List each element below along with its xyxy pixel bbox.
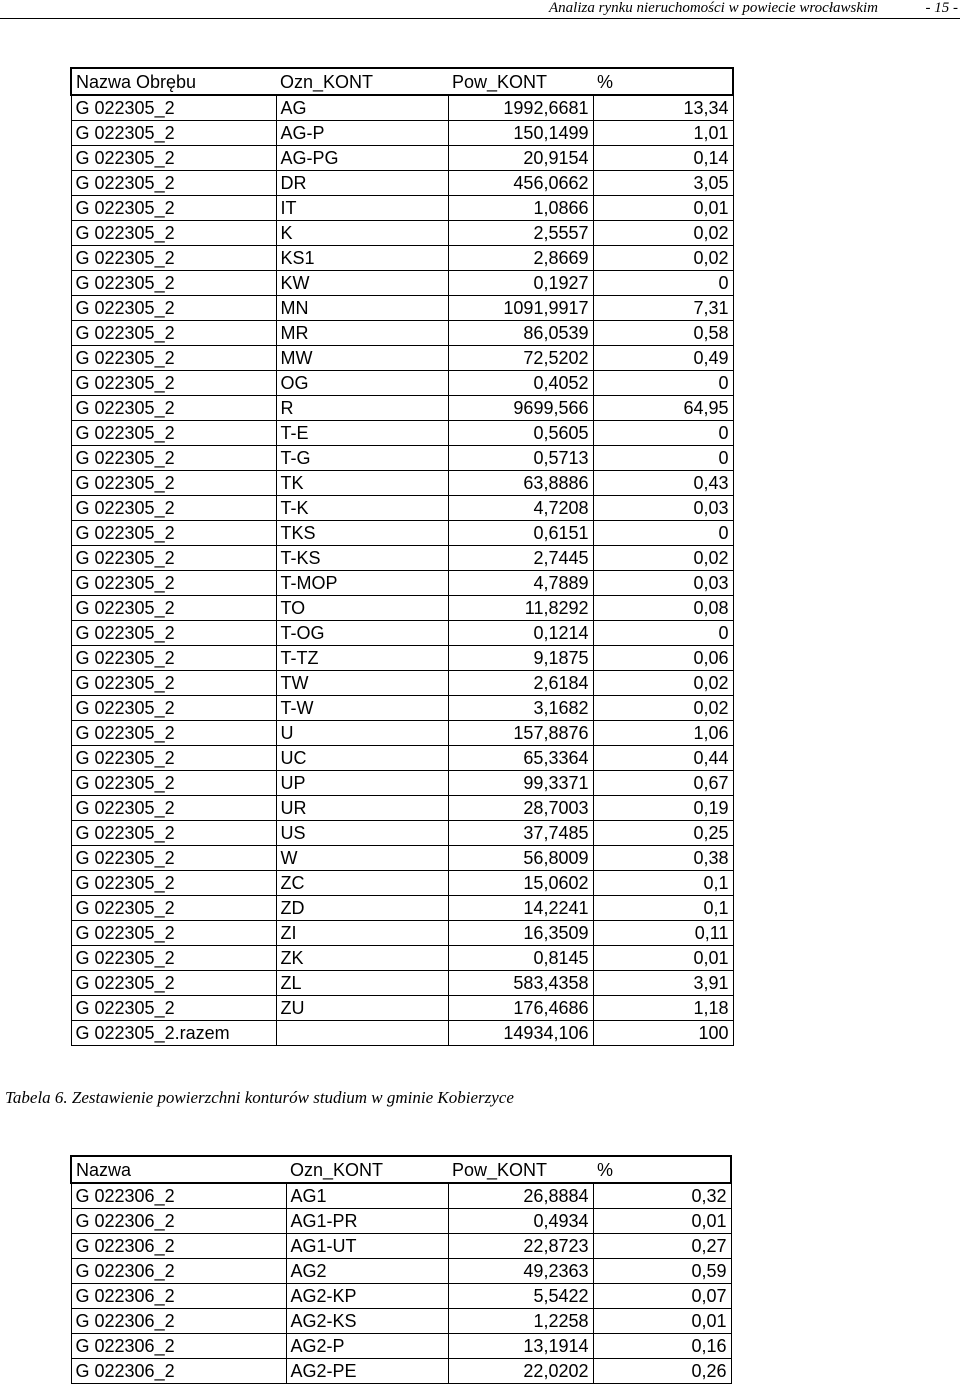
page-number: - 15 -	[925, 0, 958, 16]
document-title: Analiza rynku nieruchomości w powiecie wrocławskim	[549, 0, 878, 16]
table-cell: 63,8886	[448, 471, 593, 496]
table-cell: 26,8884	[448, 1183, 593, 1209]
table-cell: AG2-P	[286, 1334, 448, 1359]
table-cell: 0,07	[593, 1284, 731, 1309]
table-cell: G 022306_2	[71, 1209, 286, 1234]
table-cell: G 022305_2	[71, 546, 276, 571]
table-cell: 0	[593, 271, 733, 296]
table-row	[71, 1284, 731, 1309]
table-cell: 0,01	[593, 1309, 731, 1334]
table-cell: KW	[276, 271, 448, 296]
table-cell: 1,18	[593, 996, 733, 1021]
table-row	[71, 846, 733, 871]
table-row	[71, 721, 733, 746]
table-cell: AG2-KP	[286, 1284, 448, 1309]
table-row	[71, 171, 733, 196]
table-cell: G 022305_2	[71, 246, 276, 271]
table-cell: G 022305_2.razem	[71, 1021, 276, 1046]
table-cell: G 022305_2	[71, 221, 276, 246]
table-header-row	[71, 68, 733, 95]
table-cell: 0,32	[593, 1183, 731, 1209]
table-cell: G 022306_2	[71, 1309, 286, 1334]
table-cell: 0,11	[593, 921, 733, 946]
table-cell: G 022305_2	[71, 396, 276, 421]
table-cell: AG1	[286, 1183, 448, 1209]
table-row	[71, 1234, 731, 1259]
table-cell: 4,7208	[448, 496, 593, 521]
table-cell: 2,5557	[448, 221, 593, 246]
table-cell: G 022305_2	[71, 596, 276, 621]
table-cell: 456,0662	[448, 171, 593, 196]
table-cell: UC	[276, 746, 448, 771]
table-cell: 22,8723	[448, 1234, 593, 1259]
table-cell: US	[276, 821, 448, 846]
table-row	[71, 1259, 731, 1284]
table-cell: MR	[276, 321, 448, 346]
table-row	[71, 646, 733, 671]
table-cell: 37,7485	[448, 821, 593, 846]
table-cell: G 022305_2	[71, 646, 276, 671]
table-cell: 0,5713	[448, 446, 593, 471]
table-cell: G 022305_2	[71, 271, 276, 296]
table-cell: 0	[593, 521, 733, 546]
table-row	[71, 571, 733, 596]
table-row	[71, 671, 733, 696]
table-cell: 0,8145	[448, 946, 593, 971]
table-cell: 0,25	[593, 821, 733, 846]
table-cell: 64,95	[593, 396, 733, 421]
table-cell: 0,03	[593, 496, 733, 521]
table-cell: G 022305_2	[71, 821, 276, 846]
table-row	[71, 496, 733, 521]
table-row	[71, 346, 733, 371]
table-cell: G 022305_2	[71, 971, 276, 996]
table-row	[71, 246, 733, 271]
table-row	[71, 271, 733, 296]
table-cell: 0,59	[593, 1259, 731, 1284]
table-cell: 0,02	[593, 696, 733, 721]
table-cell: 3,05	[593, 171, 733, 196]
table-header-row	[71, 1156, 731, 1183]
table-cell: 2,8669	[448, 246, 593, 271]
table-cell: 20,9154	[448, 146, 593, 171]
table-cell: 0,49	[593, 346, 733, 371]
table-cell: G 022305_2	[71, 446, 276, 471]
table-cell: AG1-UT	[286, 1234, 448, 1259]
table-cell: 4,7889	[448, 571, 593, 596]
table-cell: G 022305_2	[71, 296, 276, 321]
table-cell: AG-P	[276, 121, 448, 146]
table-cell: 1,0866	[448, 196, 593, 221]
column-header: Pow_KONT	[452, 1159, 548, 1180]
table-row	[71, 196, 733, 221]
table-row	[71, 996, 733, 1021]
table-row	[71, 446, 733, 471]
table-cell: ZC	[276, 871, 448, 896]
table-cell: T-G	[276, 446, 448, 471]
table-cell: G 022305_2	[71, 196, 276, 221]
column-header: %	[597, 71, 614, 92]
column-header: Nazwa	[76, 1159, 132, 1180]
table-cell: 0,1927	[448, 271, 593, 296]
table-cell: DR	[276, 171, 448, 196]
table-cell: G 022305_2	[71, 521, 276, 546]
table-cell: G 022305_2	[71, 871, 276, 896]
table-cell: U	[276, 721, 448, 746]
table-cell: 11,8292	[448, 596, 593, 621]
column-header: Ozn_KONT	[280, 71, 374, 92]
table-cell: 65,3364	[448, 746, 593, 771]
table-row	[71, 1183, 731, 1209]
table-cell: AG2	[286, 1259, 448, 1284]
table-cell: MW	[276, 346, 448, 371]
column-header: %	[597, 1159, 614, 1180]
table-cell: TO	[276, 596, 448, 621]
table-cell: 86,0539	[448, 321, 593, 346]
table-cell: G 022305_2	[71, 171, 276, 196]
table-cell: 56,8009	[448, 846, 593, 871]
column-header: Ozn_KONT	[290, 1159, 384, 1180]
table-cell: 0,02	[593, 221, 733, 246]
table-cell: 157,8876	[448, 721, 593, 746]
table-cell: 0,67	[593, 771, 733, 796]
table-row	[71, 971, 733, 996]
table-row	[71, 371, 733, 396]
table-cell: T-W	[276, 696, 448, 721]
table-cell: 0,1	[593, 896, 733, 921]
table-cell: 9699,566	[448, 396, 593, 421]
table-row	[71, 696, 733, 721]
table-cell: 0,58	[593, 321, 733, 346]
table-cell: T-E	[276, 421, 448, 446]
table-row	[71, 146, 733, 171]
table-cell: W	[276, 846, 448, 871]
table-cell: 1091,9917	[448, 296, 593, 321]
table-cell: 2,6184	[448, 671, 593, 696]
table-cell: 1992,6681	[448, 95, 593, 121]
table-cell: 49,2363	[448, 1259, 593, 1284]
table-row	[71, 121, 733, 146]
table-cell: G 022305_2	[71, 671, 276, 696]
table-cell: 0,01	[593, 1209, 731, 1234]
table-row	[71, 521, 733, 546]
table-cell: T-OG	[276, 621, 448, 646]
table-cell: G 022306_2	[71, 1259, 286, 1284]
table-cell: G 022305_2	[71, 571, 276, 596]
table-cell: 7,31	[593, 296, 733, 321]
table-cell: 0,44	[593, 746, 733, 771]
table-cell: G 022305_2	[71, 771, 276, 796]
table-cell: 0,03	[593, 571, 733, 596]
table-cell: 14,2241	[448, 896, 593, 921]
table-cell: 0,4934	[448, 1209, 593, 1234]
table-row	[71, 771, 733, 796]
table-cell: G 022305_2	[71, 146, 276, 171]
table-row	[71, 921, 733, 946]
table-row	[71, 421, 733, 446]
table-row	[71, 396, 733, 421]
table-cell: 15,0602	[448, 871, 593, 896]
table-cell: UR	[276, 796, 448, 821]
table-row	[71, 221, 733, 246]
table-cell: 3,91	[593, 971, 733, 996]
table-cell: T-K	[276, 496, 448, 521]
table-cell: T-KS	[276, 546, 448, 571]
table-row	[71, 746, 733, 771]
table-cell: 0,1	[593, 871, 733, 896]
table-cell: 0,27	[593, 1234, 731, 1259]
table-cell: 99,3371	[448, 771, 593, 796]
table-cell: AG	[276, 95, 448, 121]
table-cell	[276, 1021, 448, 1046]
table-row	[71, 621, 733, 646]
page-header	[0, 0, 960, 19]
table-row	[71, 471, 733, 496]
table-cell: G 022305_2	[71, 846, 276, 871]
table-cell: 0,14	[593, 146, 733, 171]
table-cell: AG1-PR	[286, 1209, 448, 1234]
table-row	[71, 896, 733, 921]
table-row	[71, 1209, 731, 1234]
table-row	[71, 1334, 731, 1359]
table-cell: 72,5202	[448, 346, 593, 371]
table-cell: G 022305_2	[71, 796, 276, 821]
table-cell: 0,16	[593, 1334, 731, 1359]
table-row	[71, 946, 733, 971]
table-cell: G 022306_2	[71, 1183, 286, 1209]
table-row	[71, 546, 733, 571]
table-cell: G 022305_2	[71, 471, 276, 496]
table-cell: 5,5422	[448, 1284, 593, 1309]
table-cell: 0,19	[593, 796, 733, 821]
table-cell: 22,0202	[448, 1359, 593, 1384]
table-cell: AG-PG	[276, 146, 448, 171]
table-cell: 2,7445	[448, 546, 593, 571]
table-cell: T-MOP	[276, 571, 448, 596]
table-row	[71, 321, 733, 346]
table-cell: 0,1214	[448, 621, 593, 646]
table-cell: 0,5605	[448, 421, 593, 446]
table-cell: 0	[593, 371, 733, 396]
column-header: Nazwa Obrębu	[76, 71, 197, 92]
table-cell: 0,08	[593, 596, 733, 621]
table-cell: OG	[276, 371, 448, 396]
table-cell: G 022305_2	[71, 496, 276, 521]
table-cell: 1,01	[593, 121, 733, 146]
table-caption: Tabela 6. Zestawienie powierzchni konturów studium w gminie Kobierzyce	[5, 1088, 514, 1107]
table-cell: 150,1499	[448, 121, 593, 146]
table-cell: 0	[593, 446, 733, 471]
table-cell: G 022306_2	[71, 1234, 286, 1259]
table-cell: 0,02	[593, 671, 733, 696]
table-cell: G 022305_2	[71, 95, 276, 121]
table-cell: TK	[276, 471, 448, 496]
table-cell: G 022305_2	[71, 696, 276, 721]
table-cell: TW	[276, 671, 448, 696]
contour-table-kobierzyce-022306	[70, 1155, 732, 1384]
table-cell: G 022305_2	[71, 346, 276, 371]
table-cell: 1,06	[593, 721, 733, 746]
table-cell: 583,4358	[448, 971, 593, 996]
table-cell: ZI	[276, 921, 448, 946]
table-cell: G 022305_2	[71, 321, 276, 346]
table-cell: 100	[593, 1021, 733, 1046]
table-cell: G 022305_2	[71, 721, 276, 746]
table-row	[71, 1021, 733, 1046]
table-cell: K	[276, 221, 448, 246]
table-cell: 16,3509	[448, 921, 593, 946]
table-cell: 176,4686	[448, 996, 593, 1021]
table-cell: AG2-PE	[286, 1359, 448, 1384]
table-cell: 13,1914	[448, 1334, 593, 1359]
table-cell: 28,7003	[448, 796, 593, 821]
table-cell: ZK	[276, 946, 448, 971]
table-cell: 14934,106	[448, 1021, 593, 1046]
table-cell: KS1	[276, 246, 448, 271]
table-cell: G 022305_2	[71, 121, 276, 146]
table-cell: TKS	[276, 521, 448, 546]
table-cell: G 022305_2	[71, 421, 276, 446]
table-row	[71, 821, 733, 846]
table-cell: G 022305_2	[71, 746, 276, 771]
table-cell: G 022306_2	[71, 1284, 286, 1309]
table-row	[71, 1359, 731, 1384]
table-cell: 0,02	[593, 246, 733, 271]
table-cell: G 022305_2	[71, 896, 276, 921]
table-cell: ZL	[276, 971, 448, 996]
table-cell: G 022305_2	[71, 996, 276, 1021]
table-cell: 3,1682	[448, 696, 593, 721]
table-cell: G 022305_2	[71, 921, 276, 946]
table-cell: 0,02	[593, 546, 733, 571]
table-row	[71, 95, 733, 121]
table-cell: 0,38	[593, 846, 733, 871]
table-cell: T-TZ	[276, 646, 448, 671]
table-cell: 0,06	[593, 646, 733, 671]
table-cell: 0,6151	[448, 521, 593, 546]
table-cell: G 022305_2	[71, 371, 276, 396]
table-cell: R	[276, 396, 448, 421]
table-cell: 9,1875	[448, 646, 593, 671]
table-row	[71, 871, 733, 896]
table-cell: UP	[276, 771, 448, 796]
table-cell: 0,01	[593, 196, 733, 221]
table-cell: G 022306_2	[71, 1359, 286, 1384]
table-cell: IT	[276, 196, 448, 221]
table-cell: 1,2258	[448, 1309, 593, 1334]
table-cell: 0	[593, 621, 733, 646]
contour-table-kobierzyce-022305	[70, 67, 734, 1046]
table-cell: G 022306_2	[71, 1334, 286, 1359]
table-cell: G 022305_2	[71, 946, 276, 971]
table-cell: G 022305_2	[71, 621, 276, 646]
table-cell: MN	[276, 296, 448, 321]
table-row	[71, 296, 733, 321]
table-row	[71, 1309, 731, 1334]
table-cell: AG2-KS	[286, 1309, 448, 1334]
table-cell: 13,34	[593, 95, 733, 121]
table-cell: ZU	[276, 996, 448, 1021]
table-cell: 0	[593, 421, 733, 446]
column-header: Pow_KONT	[452, 71, 548, 92]
table-cell: 0,4052	[448, 371, 593, 396]
table-row	[71, 596, 733, 621]
table-cell: 0,26	[593, 1359, 731, 1384]
table-cell: 0,01	[593, 946, 733, 971]
table-cell: 0,43	[593, 471, 733, 496]
table-row	[71, 796, 733, 821]
table-cell: ZD	[276, 896, 448, 921]
